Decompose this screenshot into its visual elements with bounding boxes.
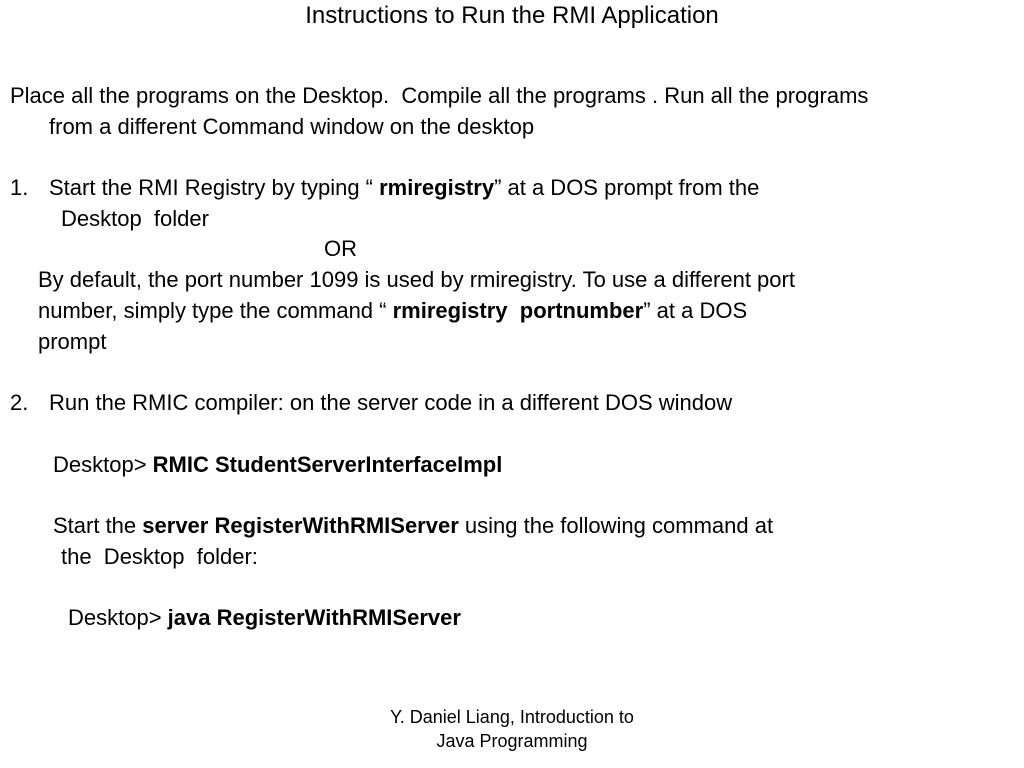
java-command-line <box>68 605 461 631</box>
footer-line-2: Java Programming <box>436 731 588 751</box>
rmic-command: RMIC StudentServerInterfaceImpl <box>152 452 503 477</box>
step-1-prefix: Start the RMI Registry by typing “ <box>49 175 380 200</box>
rmiregistry-command: rmiregistry <box>379 175 495 200</box>
step-1-line-2: Desktop folder <box>61 206 209 231</box>
start-server-line-2: the Desktop folder: <box>61 544 258 569</box>
java-command: java RegisterWithRMIServer <box>167 605 461 630</box>
step-2-line-1: Run the RMIC compiler: on the server code in a different DOS window <box>49 390 733 415</box>
step-2-number: 2. <box>10 390 29 415</box>
start-server-prefix: Start the <box>53 513 143 538</box>
step-1-line-1 <box>49 175 759 201</box>
port-info-suffix: ” at a DOS <box>643 298 748 323</box>
port-info-prefix: number, simply type the command “ <box>38 298 393 323</box>
slide-title: Instructions to Run the RMI Application <box>305 2 719 29</box>
footer-line-1: Y. Daniel Liang, Introduction to <box>390 707 634 727</box>
intro-line-1: Place all the programs on the Desktop. Compile all the programs . Run all the programs <box>10 83 869 108</box>
rmiregistry-portnumber-command: rmiregistry portnumber <box>392 298 644 323</box>
rmic-command-line <box>53 452 502 478</box>
start-server-line-1 <box>53 513 773 539</box>
start-server-suffix: using the following command at <box>458 513 774 538</box>
step-1-suffix: ” at a DOS prompt from the <box>494 175 760 200</box>
java-prompt: Desktop> <box>68 605 168 630</box>
port-info-line-3: prompt <box>38 329 107 354</box>
step-1-number: 1. <box>10 175 29 200</box>
rmic-prompt: Desktop> <box>53 452 153 477</box>
port-info-line-2 <box>38 298 747 324</box>
or-separator: OR <box>324 236 357 261</box>
server-name: server RegisterWithRMIServer <box>142 513 459 538</box>
intro-line-2: from a different Command window on the desktop <box>49 114 535 139</box>
port-info-line-1: By default, the port number 1099 is used by rmiregistry. To use a different port <box>38 267 795 292</box>
